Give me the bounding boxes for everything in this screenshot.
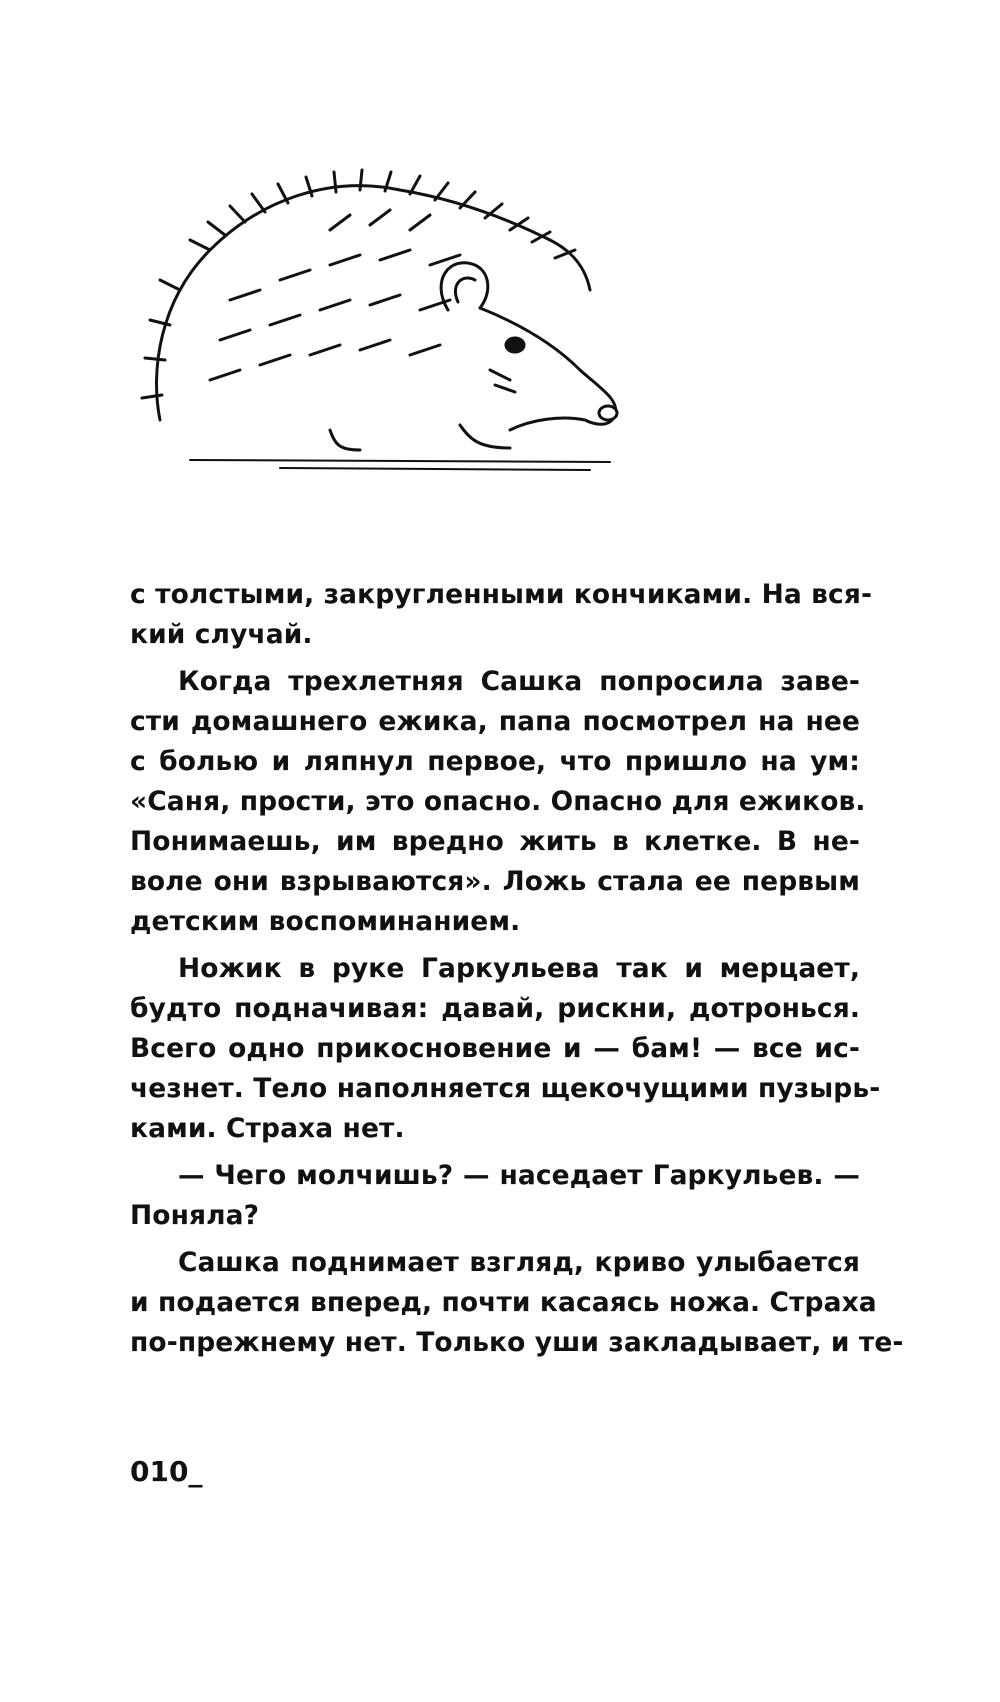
text-line: сти домашнего ежика, папа посмотрел на нее	[130, 706, 860, 737]
text-line: «Саня, прости, это опасно. Опасно для ежиков.	[130, 786, 866, 817]
text-line: чезнет. Тело наполняется щекочущими пузырь-	[130, 1073, 881, 1104]
body-text	[130, 575, 904, 1363]
text-line: будто подначивая: давай, рискни, дотронься.	[130, 993, 860, 1024]
text-line: и подается вперед, почти касаясь ножа. Страха	[130, 1287, 877, 1318]
text-line: — Чего молчишь? — наседает Гаркульев. —	[178, 1160, 860, 1191]
text-line: Всего одно прикосновение и — бам! — все ис-	[130, 1033, 860, 1064]
text-line: по-прежнему нет. Только уши закладывает, и те-	[130, 1327, 904, 1358]
page-number: 010_	[130, 1455, 203, 1488]
text-line: кий случай.	[130, 619, 313, 650]
paragraph-gap	[130, 1236, 860, 1243]
text-line: с болью и ляпнул первое, что пришло на ум:	[130, 746, 860, 777]
text-line: ками. Страха нет.	[130, 1113, 405, 1144]
paragraph-gap	[130, 942, 860, 949]
text-line: детским воспоминанием.	[130, 906, 521, 937]
text-line: с толстыми, закругленными кончиками. На вся-	[130, 579, 873, 610]
text-line: Понимаешь, им вредно жить в клетке. В не-	[130, 826, 860, 857]
paragraph-gap	[130, 1149, 860, 1156]
hedgehog-illustration	[130, 130, 630, 480]
text-line: Поняла?	[130, 1200, 260, 1231]
text-line: Ножик в руке Гаркульева так и мерцает,	[178, 953, 860, 984]
text-line: Сашка поднимает взгляд, криво улыбается	[178, 1247, 860, 1278]
paragraph-gap	[130, 655, 860, 662]
text-line: воле они взрываются». Ложь стала ее первым	[130, 866, 860, 897]
text-line: Когда трехлетняя Сашка попросила заве-	[178, 666, 860, 697]
